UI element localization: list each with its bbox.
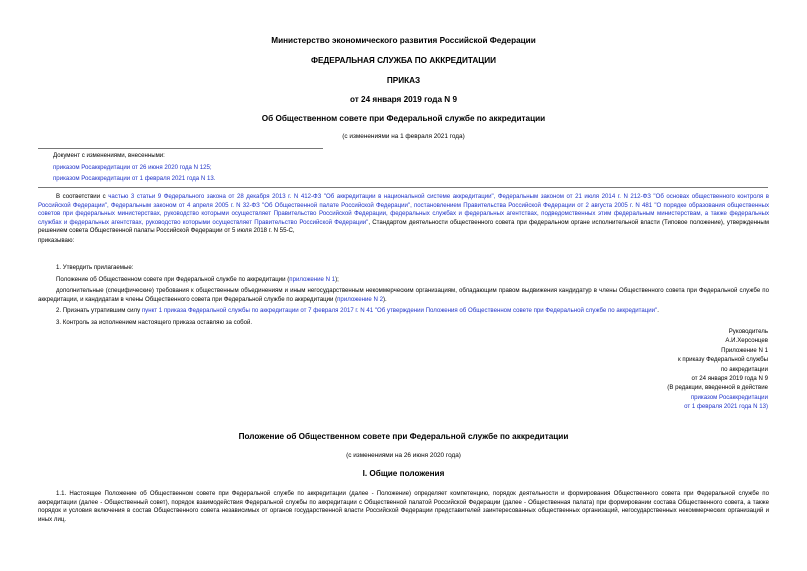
annex-line-1: Приложение N 1	[721, 346, 768, 354]
doc-type: ПРИКАЗ	[386, 76, 421, 85]
item-1a: Положение об Общественном совете при Федеральной службе по аккредитации (приложение N 1);	[56, 275, 339, 283]
change-link-1[interactable]: приказом Росаккредитации от 26 июня 2020 года N 125;	[53, 163, 212, 171]
signature-annex	[470, 327, 768, 412]
item-2: 2. Признать утратившим силу пункт 1 приказа Федеральной службы по аккредитации от 7 февраля 2017 г. N 41 "Об утверждении Положения об Общественном совете при Федеральной службе по аккредитации".	[56, 307, 659, 315]
annex-line-5: (В редакции, введенной в действие	[667, 384, 768, 392]
signature-name: А.И.Херсонцев	[725, 337, 768, 345]
service-title: ФЕДЕРАЛЬНАЯ СЛУЖБА ПО АККРЕДИТАЦИИ	[310, 56, 497, 65]
annex-line-2: к приказу Федеральной службы	[678, 356, 768, 364]
annex-line-4: от 24 января 2019 года N 9	[691, 375, 768, 383]
preamble: В соответствии с частью 3 статьи 9 Федерального закона от 28 декабря 2013 г. N 412-ФЗ "Об аккредитации в национальной системе аккредитации", Федеральным законом от 21 июля 2014 г. N 212-ФЗ "Об основах общественного контроля в Российской Федерации", Федеральным законом от 4 апреля 2005 г. N 32-ФЗ "Об Общественной палате Российской Федерации", постановлением Правительства Российской Федерации от 2 августа 2005 г. N 481 "О порядке образования общественных советов при федеральных министерствах, руководство которыми осуществляет Правительство Российской Федерации, федеральных службах и федеральных агентствах, подведомственных этим федеральным министерствам, а также федеральных службах и федеральных агентствах, руководство которыми осуществляет Правительство Российской Федерации", Стандартом деятельности общественного совета при федеральном органе исполнительной власти (Типовое положение), утвержденным решением совета Общественной палаты Российской Федерации от 5 июля 2018 г. N 55-С, приказываю:	[38, 193, 769, 244]
orders-label: приказываю:	[38, 236, 75, 244]
item-1b: дополнительные (специфические) требования к общественным объединениям и иным негосударственным некоммерческим организациям, обладающим правом выдвижения кандидатур в члены Общественного совета при Федеральной службе по аккредитации, и кандидатам в члены Общественного совета при Федеральной службе по аккредитации (приложение N 2).	[38, 287, 769, 303]
item-1: 1. Утвердить прилагаемые:	[56, 264, 134, 271]
signature-role: Руководитель	[728, 328, 768, 335]
divider	[38, 148, 323, 149]
clause-1-1: 1.1. Настоящее Положение об Общественном совете при Федеральной службе по аккредитации (далее - Положение) определяет компетенцию, порядок деятельности и формирования Общественного совета при Федеральной службе по аккредитации (далее - Общественный совет), порядок взаимодействия Федеральной службы по аккредитации с Общественной палатой Российской Федерации (далее - Общественная палата) при формировании состава Общественного совета, а также порядок и условия включения в состав Общественного совета независимых от органов государственной власти Российской Федерации представителей заинтересованных общественных организаций, негосударственных некоммерческих организаций и иных лиц.	[38, 490, 769, 523]
divider	[38, 187, 768, 188]
changes-label: Документ с изменениями, внесенными:	[53, 152, 165, 159]
doc-date-number: от 24 января 2019 года N 9	[349, 95, 458, 104]
legal-basis-link[interactable]: частью 3 статьи 9 Федерального закона от 28 декабря 2013 г. N 412-ФЗ "Об аккредитации в национальной системе аккредитации", Федеральным законом от 21 июля 2014 г. N 212-ФЗ "Об основах общественного контроля в Российской Федерации", Федеральным законом от 4 апреля 2005 г. N 32-ФЗ "Об Общественной палате Российской Федерации", постановлением Правительства Российской Федерации от 2 августа 2005 г. N 481 "О порядке образования общественных советов при федеральных министерствах, руководство которыми осуществляет Правительство Российской Федерации, федеральных службах и федеральных агентствах, подведомственных этим федеральным министерствам, а также федеральных службах и федеральных агентствах, руководство которыми осуществляет Правительство Российской Федерации"	[38, 193, 769, 226]
doc-title: Об Общественном совете при Федеральной службе по аккредитации	[261, 114, 546, 123]
regulation-body	[38, 490, 769, 524]
annex-1-link[interactable]: приложение N 1	[289, 275, 336, 283]
doc-revision: (с изменениями на 1 февраля 2021 года)	[342, 133, 465, 140]
regulation-title: Положение об Общественном совете при Федеральной службе по аккредитации	[238, 432, 569, 441]
order-items	[38, 264, 769, 328]
changes-block	[53, 152, 453, 184]
repealed-order-link[interactable]: пункт 1 приказа Федеральной службы по аккредитации от 7 февраля 2017 г. N 41 "Об утверждении Положения об Общественном совете при Федеральной службе по аккредитации"	[141, 307, 658, 315]
ministry-title: Министерство экономического развития Российской Федерации	[271, 36, 536, 45]
item-3: 3. Контроль за исполнением настоящего приказа оставляю за собой.	[56, 318, 253, 326]
annex-2-link[interactable]: приложение N 2	[337, 295, 383, 303]
regulation-revision: (с изменениями на 26 июня 2020 года)	[346, 452, 461, 459]
annex-amend-link-1[interactable]: приказом Росаккредитации	[690, 393, 768, 401]
annex-amend-link-2[interactable]: от 1 февраля 2021 года N 13)	[684, 403, 768, 411]
annex-line-3: по аккредитации	[720, 365, 768, 373]
change-link-2[interactable]: приказом Росаккредитации от 1 февраля 2021 года N 13.	[53, 175, 216, 183]
section-heading: I. Общие положения	[362, 469, 445, 478]
